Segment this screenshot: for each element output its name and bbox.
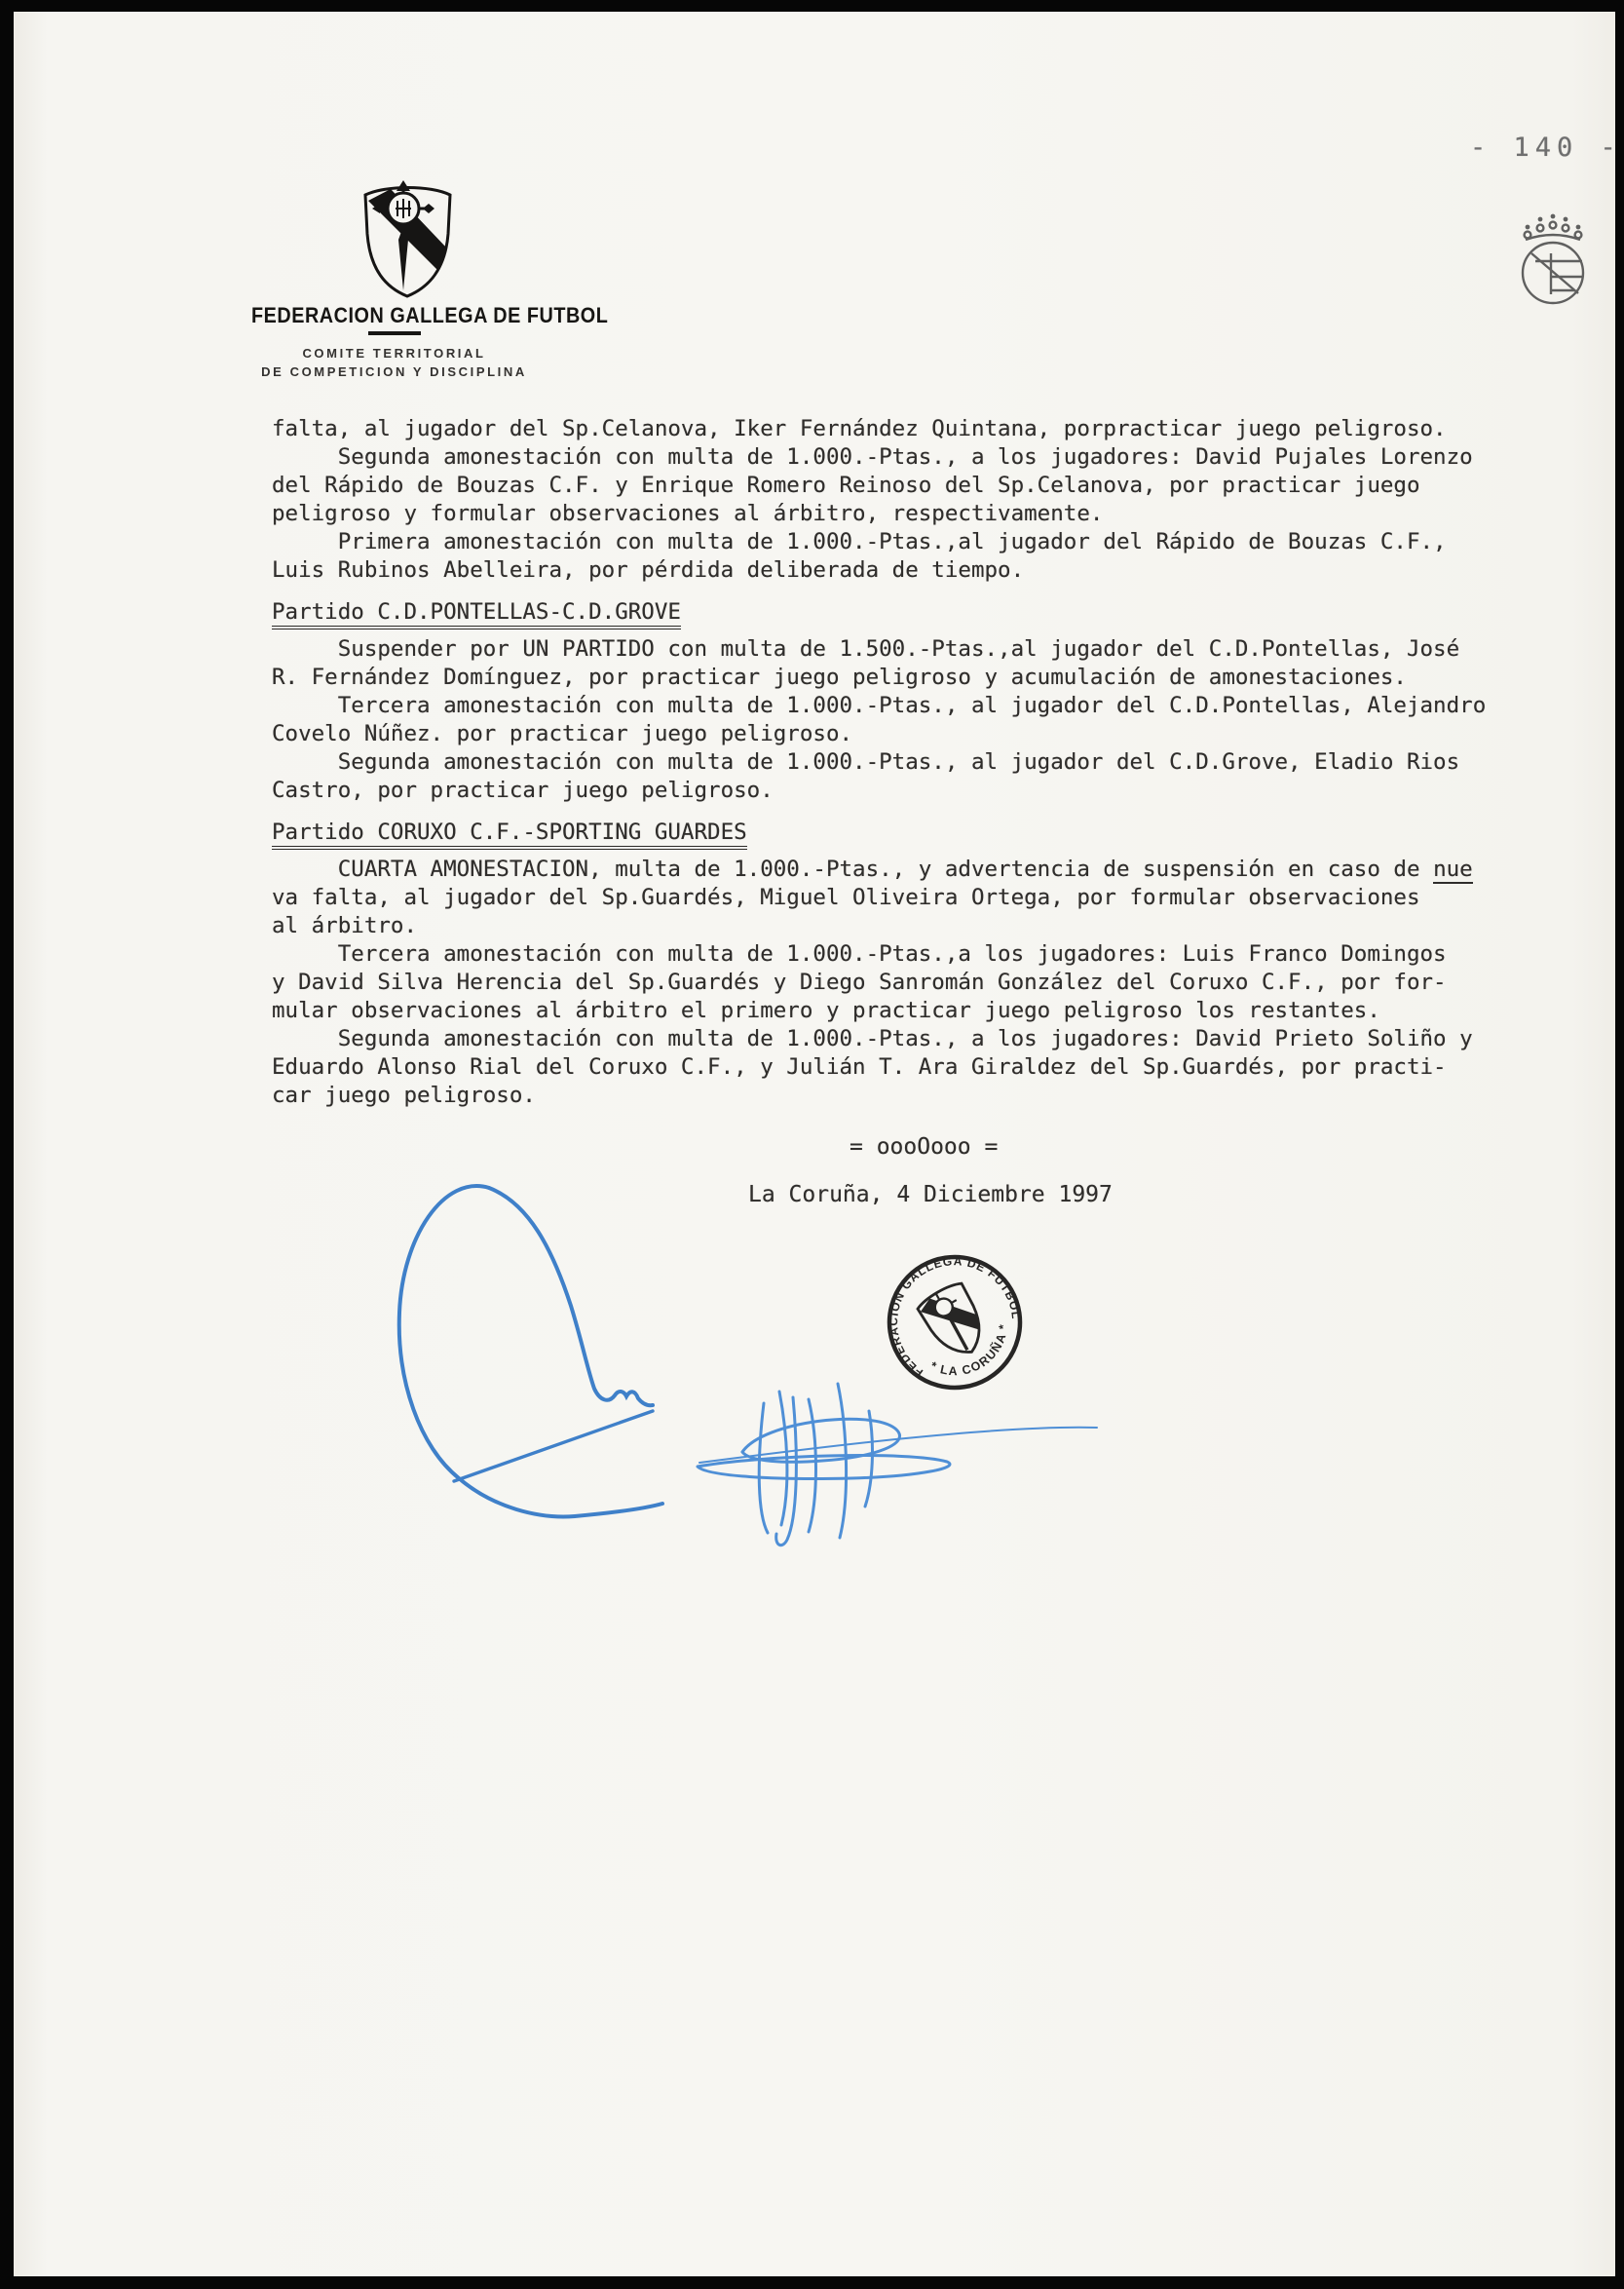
committee-line-1: COMITE TERRITORIAL [302,346,486,361]
document-line: mular observaciones al árbitro el primero y practicar juego peligroso los restantes. [272,998,1380,1023]
document-line: Luis Rubinos Abelleira, por pérdida deliberada de tiempo. [272,557,1025,583]
document-line: Eduardo Alonso Rial del Coruxo C.F., y Julián T. Ara Giraldez del Sp.Guardés, por practi- [272,1054,1447,1080]
document-line: Segunda amonestación con multa de 1.000.-Ptas., a los jugadores: David Pujales Lorenzo [272,444,1473,470]
document-line: al árbitro. [272,913,418,938]
dateline: La Coruña, 4 Diciembre 1997 [748,1182,1113,1207]
federation-shield-logo-icon [360,179,468,306]
document-page [14,12,1622,2276]
document-line: peligroso y formular observaciones al árbitro, respectivamente. [272,501,1104,526]
document-line: Segunda amonestación con multa de 1.000.-Ptas., a los jugadores: David Prieto Soliño y [272,1026,1473,1051]
document-line: CUARTA AMONESTACION, multa de 1.000.-Ptas., y advertencia de suspensión en caso de nue [272,857,1473,882]
document-line: va falta, al jugador del Sp.Guardés, Miguel Oliveira Ortega, por formular observaciones [272,885,1420,910]
org-name: FEDERACION GALLEGA DE FUTBOL [251,303,609,327]
document-line: Suspender por UN PARTIDO con multa de 1.500.-Ptas.,al jugador del C.D.Pontellas, José [272,636,1460,662]
document-line: y David Silva Herencia del Sp.Guardés y Diego Sanromán González del Coruxo C.F., por for- [272,970,1447,995]
handwritten-signature-secondary [696,1374,1134,1554]
match-heading-text: Partido C.D.PONTELLAS-C.D.GROVE [272,599,681,629]
document-line: Segunda amonestación con multa de 1.000.-Ptas., al jugador del C.D.Grove, Eladio Rios [272,749,1460,775]
committee-line-2: DE COMPETICION Y DISCIPLINA [261,364,527,379]
document-line: falta, al jugador del Sp.Celanova, Iker Fernández Quintana, porpracticar juego peligroso. [272,416,1447,441]
hyphenation-underline: nue [1433,857,1473,882]
document-line: Primera amonestación con multa de 1.000.-Ptas.,al jugador del Rápido de Bouzas C.F., [272,529,1447,554]
page-number: - 140 - [1470,133,1622,163]
match-heading [272,819,1587,847]
separator-line: = oooOooo = [850,1134,999,1160]
match-heading [272,598,1587,627]
document-line: Castro, por practicar juego peligroso. [272,778,774,803]
match-heading-text: Partido CORUXO C.F.-SPORTING GUARDES [272,820,747,850]
royal-crest-monogram-icon [1500,203,1607,315]
document-line: Tercera amonestación con multa de 1.000.-Ptas., al jugador del C.D.Pontellas, Alejandro [272,693,1487,718]
document-line: del Rápido de Bouzas C.F. y Enrique Romero Reinoso del Sp.Celanova, por practicar juego [272,473,1420,498]
document-line: Tercera amonestación con multa de 1.000.-Ptas.,a los jugadores: Luis Franco Domingos [272,941,1447,967]
document-line: car juego peligroso. [272,1083,536,1108]
document-body [272,415,1587,1110]
org-name-underline [368,331,421,335]
stamp-bottom-text: * LA CORUÑA * [927,1322,1011,1379]
document-line: Covelo Núñez. por practicar juego peligroso. [272,721,853,746]
document-line: R. Fernández Domínguez, por practicar juego peligroso y acumulación de amonestaciones. [272,665,1407,690]
stamp-ring-text: FEDERACION GALLEGA DE FUTBOL [887,1254,1024,1380]
